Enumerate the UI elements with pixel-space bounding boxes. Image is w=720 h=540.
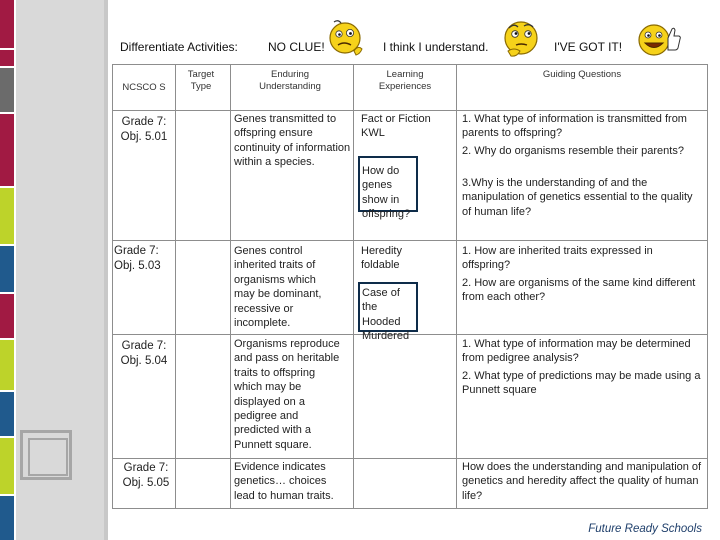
decorative-outline-box [20,430,72,480]
guiding-question: 1. What type of information is transmitted from parents to offspring? [462,113,687,140]
stripe-block [0,68,14,112]
stripe-block [0,114,14,186]
page-title: Differentiate Activities: [120,40,238,54]
table-row-grade: Grade 7: Obj. 5.05 [122,462,170,489]
table-row-understanding: Organisms reproduce and pass on heritable traits to offspring which may be displayed on a pedigree and predicted with a Punnett square. [234,338,340,451]
guiding-question: 1. What type of information may be determined from pedigree analysis? [462,338,691,365]
learning-experience-item: Case of the Hooded Murdered [362,287,410,343]
stripe-block [0,496,14,540]
column-header-guiding-questions: Guiding Questions [542,69,622,80]
stripe-block [0,392,14,436]
guiding-question: 2. What type of predictions may be made using a Punnett square [462,370,701,397]
guiding-question: 1. How are inherited traits expressed in offspring? [462,245,653,272]
level-no-clue: NO CLUE! [268,40,325,54]
guiding-question: 2. Why do organisms resemble their parents? [462,145,684,157]
activities-table [112,64,708,509]
stripe-block [0,246,14,292]
guiding-question: 2. How are organisms of the same kind different from each other? [462,277,696,304]
table-row-grade: Grade 7: Obj. 5.04 [120,340,168,367]
decorative-stripe [0,0,106,540]
column-header-target-type: Target Type [187,69,215,92]
guiding-question: 3.Why is the understanding of and the manipulation of genetics essential to the quality of human life? [462,177,693,218]
table-row-grade: Grade 7: Obj. 5.01 [120,116,168,143]
stripe-block [0,0,14,48]
stripe-block [0,438,14,494]
column-header-learning-experiences: Learning Experiences [378,69,432,92]
table-row-understanding: Genes control inherited traits of organisms which may be dominant, recessive or incomplete. [234,245,322,330]
stripe-block [0,188,14,244]
column-header-ncscos: NCSCO S [122,82,166,93]
table-row-grade: Grade 7: Obj. 5.03 [114,245,161,272]
confused-smiley-icon [326,16,366,58]
stripe-separator [104,0,108,540]
thinking-smiley-icon [500,14,544,60]
stripe-block [0,294,14,338]
guiding-question: How does the understanding and manipulation of genetics and heredity affect the quality of human life? [462,461,702,502]
footer-credit: Future Ready Schools [588,523,702,535]
learning-experience-item: Heredity foldable [361,245,402,272]
learning-experience-item: Fact or Fiction KWL [361,113,431,140]
level-think-understand: I think I understand. [383,40,489,54]
learning-experience-item: How do genes show in offspring? [362,165,411,221]
level-got-it: I'VE GOT IT! [554,40,623,54]
column-header-enduring-understanding: Enduring Understanding [259,69,321,92]
table-row-understanding: Genes transmitted to offspring ensure continuity of information within a species. [234,113,351,169]
stripe-block [0,50,14,66]
table-row-understanding: Evidence indicates genetics… choices lead to human traits. [234,461,334,502]
happy-thumbs-up-smiley-icon [634,18,682,62]
stripe-block [0,340,14,390]
